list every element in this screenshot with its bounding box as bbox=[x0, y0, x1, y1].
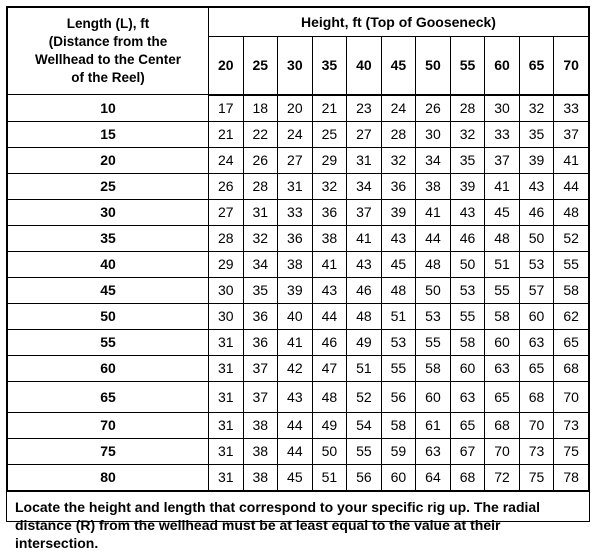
radius-value-cell: 31 bbox=[209, 329, 244, 355]
radius-value-cell: 75 bbox=[519, 464, 554, 490]
length-cell: 30 bbox=[8, 199, 209, 225]
length-header-line: Length (L), ft bbox=[66, 16, 150, 31]
height-column-header: 50 bbox=[416, 37, 451, 95]
height-column-header: 35 bbox=[312, 37, 347, 95]
length-header-line: of the Reel) bbox=[71, 70, 145, 85]
radius-value-cell: 36 bbox=[243, 329, 278, 355]
table-row bbox=[8, 464, 589, 490]
radius-value-cell: 25 bbox=[312, 121, 347, 147]
radius-value-cell: 28 bbox=[243, 173, 278, 199]
radius-value-cell: 65 bbox=[554, 329, 589, 355]
radius-value-cell: 28 bbox=[209, 225, 244, 251]
radius-value-cell: 43 bbox=[381, 225, 416, 251]
radius-value-cell: 26 bbox=[243, 147, 278, 173]
radius-value-cell: 31 bbox=[209, 355, 244, 381]
radius-value-cell: 28 bbox=[381, 121, 416, 147]
height-column-header: 40 bbox=[347, 37, 382, 95]
radius-value-cell: 53 bbox=[381, 329, 416, 355]
radius-value-cell: 55 bbox=[485, 277, 520, 303]
radius-value-cell: 60 bbox=[519, 303, 554, 329]
radius-value-cell: 26 bbox=[416, 95, 451, 122]
radius-value-cell: 24 bbox=[278, 121, 313, 147]
radius-value-cell: 32 bbox=[450, 121, 485, 147]
radius-value-cell: 51 bbox=[381, 303, 416, 329]
table-body bbox=[8, 95, 589, 491]
radius-value-cell: 26 bbox=[209, 173, 244, 199]
radius-value-cell: 47 bbox=[312, 355, 347, 381]
table-row bbox=[8, 329, 589, 355]
radius-value-cell: 35 bbox=[243, 277, 278, 303]
radius-value-cell: 64 bbox=[416, 464, 451, 490]
radius-value-cell: 65 bbox=[519, 355, 554, 381]
radius-value-cell: 50 bbox=[519, 225, 554, 251]
radius-value-cell: 58 bbox=[416, 355, 451, 381]
radius-value-cell: 37 bbox=[243, 355, 278, 381]
radius-value-cell: 73 bbox=[554, 412, 589, 438]
radius-value-cell: 45 bbox=[485, 199, 520, 225]
height-column-header: 60 bbox=[485, 37, 520, 95]
table-row bbox=[8, 225, 589, 251]
length-cell: 70 bbox=[8, 412, 209, 438]
length-cell: 60 bbox=[8, 355, 209, 381]
radius-value-cell: 33 bbox=[485, 121, 520, 147]
height-column-header: 20 bbox=[209, 37, 244, 95]
radius-value-cell: 75 bbox=[554, 438, 589, 464]
radius-value-cell: 60 bbox=[450, 355, 485, 381]
radius-value-cell: 36 bbox=[312, 199, 347, 225]
radius-value-cell: 72 bbox=[485, 464, 520, 490]
radius-value-cell: 27 bbox=[209, 199, 244, 225]
radius-value-cell: 63 bbox=[485, 355, 520, 381]
radius-value-cell: 68 bbox=[519, 381, 554, 412]
radius-value-cell: 41 bbox=[312, 251, 347, 277]
radius-value-cell: 37 bbox=[243, 381, 278, 412]
radius-value-cell: 32 bbox=[312, 173, 347, 199]
radius-value-cell: 38 bbox=[278, 251, 313, 277]
radius-value-cell: 31 bbox=[278, 173, 313, 199]
radius-value-cell: 63 bbox=[450, 381, 485, 412]
radius-value-cell: 24 bbox=[381, 95, 416, 122]
radius-value-cell: 70 bbox=[519, 412, 554, 438]
radius-value-cell: 20 bbox=[278, 95, 313, 122]
radius-value-cell: 68 bbox=[450, 464, 485, 490]
table-row bbox=[8, 121, 589, 147]
radius-value-cell: 45 bbox=[381, 251, 416, 277]
length-cell: 75 bbox=[8, 438, 209, 464]
length-column-header bbox=[8, 8, 209, 95]
radius-value-cell: 23 bbox=[347, 95, 382, 122]
radius-value-cell: 41 bbox=[554, 147, 589, 173]
table-row bbox=[8, 303, 589, 329]
clearance-table-frame bbox=[6, 6, 590, 551]
radius-value-cell: 30 bbox=[209, 303, 244, 329]
table-row bbox=[8, 147, 589, 173]
length-cell: 55 bbox=[8, 329, 209, 355]
radius-value-cell: 38 bbox=[416, 173, 451, 199]
height-column-header: 70 bbox=[554, 37, 589, 95]
radius-value-cell: 32 bbox=[519, 95, 554, 122]
table-row bbox=[8, 438, 589, 464]
radius-value-cell: 55 bbox=[450, 303, 485, 329]
radius-value-cell: 63 bbox=[416, 438, 451, 464]
radius-value-cell: 48 bbox=[312, 381, 347, 412]
radius-value-cell: 51 bbox=[312, 464, 347, 490]
radius-value-cell: 58 bbox=[554, 277, 589, 303]
radius-value-cell: 46 bbox=[519, 199, 554, 225]
radius-value-cell: 39 bbox=[278, 277, 313, 303]
table-row bbox=[8, 412, 589, 438]
length-cell: 10 bbox=[8, 95, 209, 122]
radius-value-cell: 37 bbox=[485, 147, 520, 173]
radius-value-cell: 24 bbox=[209, 147, 244, 173]
length-cell: 15 bbox=[8, 121, 209, 147]
length-cell: 65 bbox=[8, 381, 209, 412]
radius-value-cell: 70 bbox=[485, 438, 520, 464]
table-row bbox=[8, 199, 589, 225]
radius-value-cell: 35 bbox=[519, 121, 554, 147]
radius-value-cell: 35 bbox=[450, 147, 485, 173]
radius-value-cell: 78 bbox=[554, 464, 589, 490]
radius-value-cell: 31 bbox=[209, 412, 244, 438]
radius-value-cell: 32 bbox=[381, 147, 416, 173]
radius-value-cell: 40 bbox=[278, 303, 313, 329]
radius-value-cell: 73 bbox=[519, 438, 554, 464]
radius-value-cell: 46 bbox=[347, 277, 382, 303]
radius-value-cell: 68 bbox=[485, 412, 520, 438]
radius-value-cell: 48 bbox=[554, 199, 589, 225]
radius-value-cell: 21 bbox=[209, 121, 244, 147]
radius-value-cell: 34 bbox=[243, 251, 278, 277]
radius-value-cell: 44 bbox=[278, 438, 313, 464]
radius-value-cell: 21 bbox=[312, 95, 347, 122]
radius-value-cell: 41 bbox=[485, 173, 520, 199]
radius-value-cell: 30 bbox=[485, 95, 520, 122]
table-row bbox=[8, 95, 589, 122]
radius-value-cell: 18 bbox=[243, 95, 278, 122]
radius-value-cell: 31 bbox=[209, 381, 244, 412]
radius-value-cell: 50 bbox=[312, 438, 347, 464]
table-row bbox=[8, 277, 589, 303]
instruction-note: Locate the height and length that correspond to your specific rig up. The radial distance (R) from the wellhead must be at least equal to the value at their intersection. bbox=[7, 491, 589, 552]
radius-value-cell: 60 bbox=[485, 329, 520, 355]
table-row bbox=[8, 355, 589, 381]
radius-value-cell: 45 bbox=[278, 464, 313, 490]
radius-value-cell: 48 bbox=[416, 251, 451, 277]
length-cell: 40 bbox=[8, 251, 209, 277]
radius-value-cell: 48 bbox=[381, 277, 416, 303]
radius-value-cell: 58 bbox=[485, 303, 520, 329]
radius-value-cell: 53 bbox=[519, 251, 554, 277]
radius-value-cell: 56 bbox=[347, 464, 382, 490]
radius-value-cell: 43 bbox=[278, 381, 313, 412]
radius-value-cell: 55 bbox=[347, 438, 382, 464]
radius-value-cell: 41 bbox=[416, 199, 451, 225]
radius-value-cell: 50 bbox=[416, 277, 451, 303]
radius-value-cell: 38 bbox=[243, 438, 278, 464]
radius-value-cell: 68 bbox=[554, 355, 589, 381]
radius-value-cell: 43 bbox=[347, 251, 382, 277]
radius-value-cell: 27 bbox=[347, 121, 382, 147]
radius-value-cell: 58 bbox=[381, 412, 416, 438]
radius-value-cell: 55 bbox=[381, 355, 416, 381]
radius-value-cell: 22 bbox=[243, 121, 278, 147]
radius-value-cell: 43 bbox=[519, 173, 554, 199]
radius-value-cell: 31 bbox=[209, 438, 244, 464]
length-cell: 25 bbox=[8, 173, 209, 199]
length-header-line: Wellhead to the Center bbox=[34, 52, 182, 67]
radius-value-cell: 44 bbox=[554, 173, 589, 199]
radius-value-cell: 31 bbox=[209, 464, 244, 490]
radius-value-cell: 48 bbox=[347, 303, 382, 329]
length-cell: 80 bbox=[8, 464, 209, 490]
radius-value-cell: 36 bbox=[243, 303, 278, 329]
radius-value-cell: 41 bbox=[347, 225, 382, 251]
radius-value-cell: 30 bbox=[209, 277, 244, 303]
radius-value-cell: 34 bbox=[347, 173, 382, 199]
radius-value-cell: 60 bbox=[381, 464, 416, 490]
radius-value-cell: 55 bbox=[554, 251, 589, 277]
radius-value-cell: 53 bbox=[450, 277, 485, 303]
radius-value-cell: 55 bbox=[416, 329, 451, 355]
radius-value-cell: 37 bbox=[347, 199, 382, 225]
radius-value-cell: 57 bbox=[519, 277, 554, 303]
radius-value-cell: 32 bbox=[243, 225, 278, 251]
radius-value-cell: 65 bbox=[485, 381, 520, 412]
height-column-header: 55 bbox=[450, 37, 485, 95]
height-column-header: 65 bbox=[519, 37, 554, 95]
radius-value-cell: 63 bbox=[519, 329, 554, 355]
radius-value-cell: 51 bbox=[485, 251, 520, 277]
radius-value-cell: 50 bbox=[450, 251, 485, 277]
radius-value-cell: 36 bbox=[278, 225, 313, 251]
radius-value-cell: 33 bbox=[278, 199, 313, 225]
radius-value-cell: 58 bbox=[450, 329, 485, 355]
table-row bbox=[8, 381, 589, 412]
radius-value-cell: 39 bbox=[519, 147, 554, 173]
length-cell: 50 bbox=[8, 303, 209, 329]
length-cell: 45 bbox=[8, 277, 209, 303]
radius-value-cell: 46 bbox=[450, 225, 485, 251]
radius-value-cell: 29 bbox=[312, 147, 347, 173]
radius-value-cell: 44 bbox=[278, 412, 313, 438]
radius-value-cell: 31 bbox=[347, 147, 382, 173]
length-cell: 35 bbox=[8, 225, 209, 251]
radius-value-cell: 17 bbox=[209, 95, 244, 122]
table-row bbox=[8, 173, 589, 199]
radius-value-cell: 43 bbox=[450, 199, 485, 225]
radius-value-cell: 38 bbox=[312, 225, 347, 251]
radius-value-cell: 38 bbox=[243, 464, 278, 490]
length-header-line: (Distance from the bbox=[48, 34, 168, 49]
radius-value-cell: 65 bbox=[450, 412, 485, 438]
radius-value-cell: 29 bbox=[209, 251, 244, 277]
radius-value-cell: 36 bbox=[381, 173, 416, 199]
radius-value-cell: 59 bbox=[381, 438, 416, 464]
radius-value-cell: 53 bbox=[416, 303, 451, 329]
table-row bbox=[8, 251, 589, 277]
radius-value-cell: 52 bbox=[347, 381, 382, 412]
radius-value-cell: 38 bbox=[243, 412, 278, 438]
radius-value-cell: 44 bbox=[312, 303, 347, 329]
radius-value-cell: 62 bbox=[554, 303, 589, 329]
radius-value-cell: 27 bbox=[278, 147, 313, 173]
radius-value-cell: 67 bbox=[450, 438, 485, 464]
radius-value-cell: 34 bbox=[416, 147, 451, 173]
radius-value-cell: 70 bbox=[554, 381, 589, 412]
height-column-header: 30 bbox=[278, 37, 313, 95]
radius-value-cell: 54 bbox=[347, 412, 382, 438]
radius-value-cell: 51 bbox=[347, 355, 382, 381]
radius-value-cell: 39 bbox=[381, 199, 416, 225]
height-column-header: 45 bbox=[381, 37, 416, 95]
radius-value-cell: 39 bbox=[450, 173, 485, 199]
height-group-header: Height, ft (Top of Gooseneck) bbox=[209, 8, 589, 37]
radius-value-cell: 48 bbox=[485, 225, 520, 251]
radius-value-cell: 56 bbox=[381, 381, 416, 412]
radius-value-cell: 30 bbox=[416, 121, 451, 147]
clearance-table bbox=[7, 7, 589, 491]
radius-value-cell: 43 bbox=[312, 277, 347, 303]
length-cell: 20 bbox=[8, 147, 209, 173]
radius-value-cell: 61 bbox=[416, 412, 451, 438]
radius-value-cell: 28 bbox=[450, 95, 485, 122]
radius-value-cell: 37 bbox=[554, 121, 589, 147]
radius-value-cell: 49 bbox=[312, 412, 347, 438]
radius-value-cell: 60 bbox=[416, 381, 451, 412]
radius-value-cell: 42 bbox=[278, 355, 313, 381]
radius-value-cell: 46 bbox=[312, 329, 347, 355]
radius-value-cell: 49 bbox=[347, 329, 382, 355]
radius-value-cell: 52 bbox=[554, 225, 589, 251]
radius-value-cell: 31 bbox=[243, 199, 278, 225]
radius-value-cell: 33 bbox=[554, 95, 589, 122]
radius-value-cell: 41 bbox=[278, 329, 313, 355]
height-column-header: 25 bbox=[243, 37, 278, 95]
radius-value-cell: 44 bbox=[416, 225, 451, 251]
